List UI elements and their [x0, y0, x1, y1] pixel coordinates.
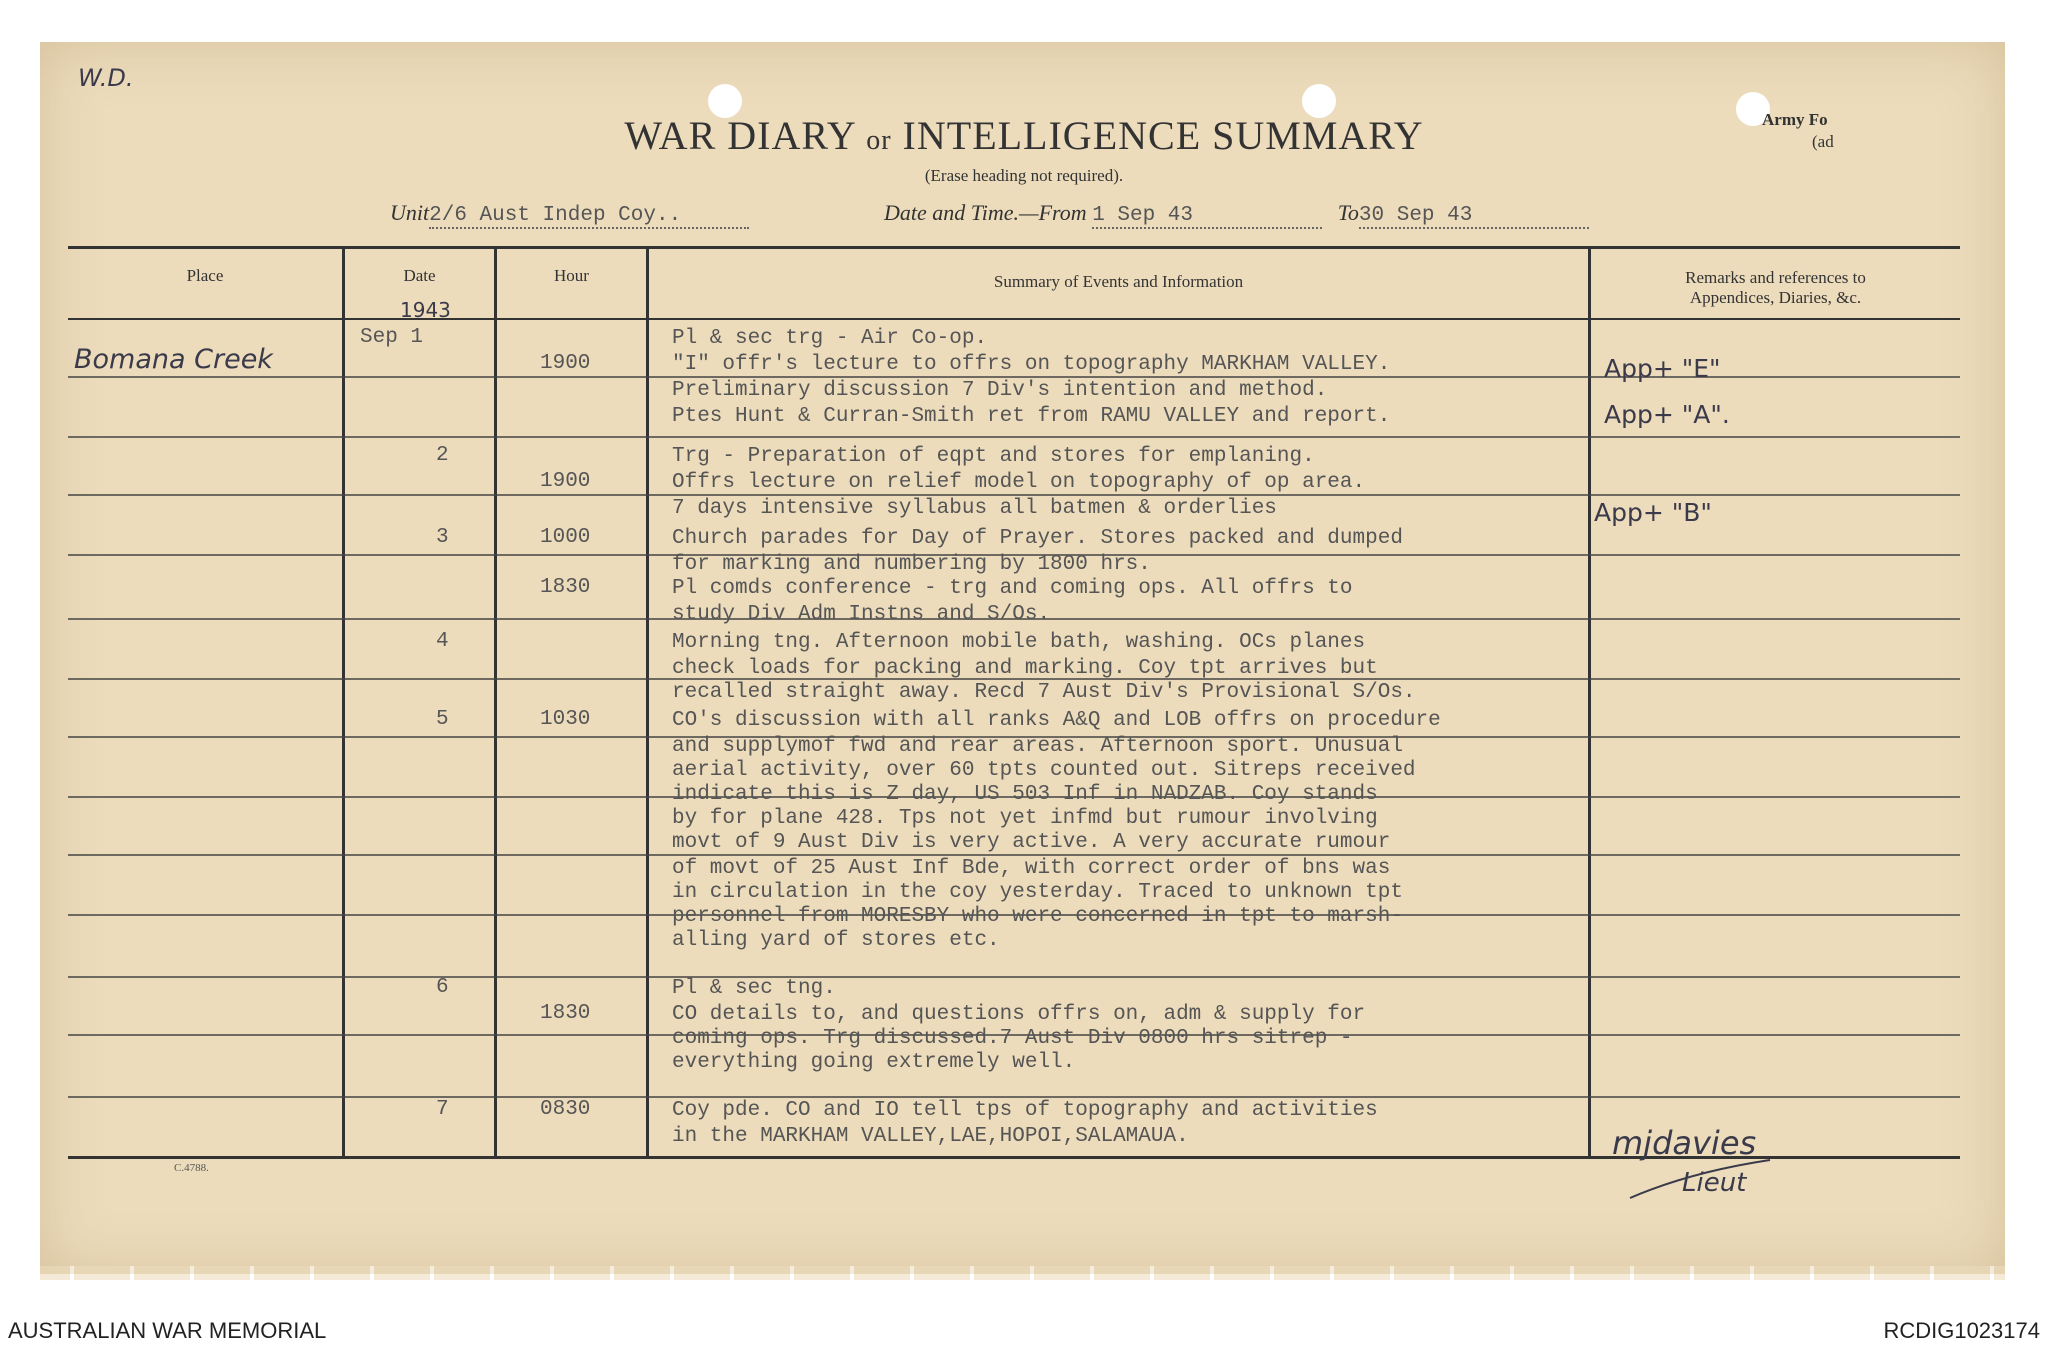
entry-text: Offrs lecture on relief model on topography of op area. [672, 471, 1366, 494]
entry-text: study Div Adm Instns and S/Os. [672, 603, 1051, 626]
title-part2: INTELLIGENCE SUMMARY [902, 113, 1424, 158]
column-divider [342, 246, 345, 1156]
ruled-line [68, 436, 1960, 438]
entry-hour: 1830 [540, 576, 591, 599]
entry-text: alling yard of stores etc. [672, 929, 1000, 952]
entry-text: "I" offr's lecture to offrs on topography MARKHAM VALLEY. [672, 353, 1391, 376]
entry-hour: 1030 [540, 708, 591, 731]
year-label: 1943 [400, 298, 451, 322]
entry-text: Pl & sec tng. [672, 977, 836, 1000]
table-top-rule [68, 246, 1960, 249]
col-header-hour: Hour [554, 266, 589, 285]
entry-date: 5 [436, 708, 449, 731]
entry-text: indicate this is Z day, US 503 Inf in NADZAB. Coy stands [672, 783, 1378, 806]
date-from: 1 Sep 43 [1092, 204, 1322, 229]
date-to: 30 Sep 43 [1359, 204, 1589, 229]
entry-date: 2 [436, 444, 449, 467]
date-label: Date and Time.—From [884, 200, 1087, 225]
col-header-place: Place [186, 266, 224, 285]
entry-text: Pl comds conference - trg and coming ops. All offrs to [672, 577, 1353, 600]
entry-date: 4 [436, 630, 449, 653]
column-divider [646, 246, 649, 1156]
entry-date: 7 [436, 1098, 449, 1121]
entry-text: by for plane 428. Tps not yet infmd but rumour involving [672, 807, 1378, 830]
remarks-header-line1: Remarks and references to [1685, 268, 1866, 287]
signature-stroke [1620, 1150, 1780, 1210]
form-code: C.4788. [174, 1162, 209, 1174]
entry-hour: 1900 [540, 352, 591, 375]
entry-text: movt of 9 Aust Div is very active. A very accurate rumour [672, 831, 1391, 854]
footer-left: AUSTRALIAN WAR MEMORIAL [8, 1318, 327, 1343]
entry-date: 3 [436, 526, 449, 549]
entry-hour: 1900 [540, 470, 591, 493]
footer-right: RCDIG1023174 [1883, 1318, 2040, 1343]
signature: mjdavies [1612, 1124, 1757, 1162]
entry-text: and supplymof fwd and rear areas. Afternoon sport. Unusual [672, 735, 1403, 758]
remark-appendix-a: App+ "A". [1604, 400, 1730, 429]
entry-text: in the MARKHAM VALLEY,LAE,HOPOI,SALAMAUA. [672, 1125, 1189, 1148]
entry-text: in circulation in the coy yesterday. Traced to unknown tpt [672, 881, 1403, 904]
page-title [0, 112, 2048, 159]
remarks-header-line2: Appendices, Diaries, &c. [1689, 288, 1862, 307]
entry-text: Ptes Hunt & Curran-Smith ret from RAMU VALLEY and report. [672, 405, 1391, 428]
col-header-remarks [1591, 268, 1960, 308]
entry-text: Preliminary discussion 7 Div's intention and method. [672, 379, 1328, 402]
entry-text: Morning tng. Afternoon mobile bath, washing. OCs planes [672, 631, 1366, 654]
entry-text: personnel from MORESBY who were concerned in tpt to marsh- [672, 905, 1403, 928]
entry-text: coming ops. Trg discussed.7 Aust Div 0800 hrs sitrep - [672, 1027, 1353, 1050]
entry-text: 7 days intensive syllabus all batmen & orderlies [672, 497, 1277, 520]
entry-date: 6 [436, 976, 449, 999]
unit-label: Unit [390, 200, 430, 225]
unit-field [390, 200, 749, 229]
date-field [884, 200, 1589, 229]
signature-rank: Lieut [1682, 1168, 1747, 1198]
col-header-summary: Summary of Events and Information [993, 272, 1244, 291]
place-entry: Bomana Creek [74, 344, 273, 375]
entry-text: CO details to, and questions offrs on, adm & supply for [672, 1003, 1366, 1026]
corner-note: W.D. [78, 64, 134, 92]
entry-text: aerial activity, over 60 tpts counted out. Sitreps received [672, 759, 1416, 782]
entry-text: Pl & sec trg - Air Co-op. [672, 327, 988, 350]
entry-date: Sep 1 [360, 326, 424, 349]
remark-appendix-b: App+ "B" [1594, 498, 1712, 527]
entry-text: recalled straight away. Recd 7 Aust Div's Provisional S/Os. [672, 681, 1416, 704]
ruled-line [68, 976, 1960, 978]
entry-text: Coy pde. CO and IO tell tps of topography and activities [672, 1099, 1378, 1122]
army-form-sub: (ad [1812, 132, 1834, 151]
entry-hour: 0830 [540, 1098, 591, 1121]
entry-hour: 1000 [540, 526, 591, 549]
entry-text: Church parades for Day of Prayer. Stores packed and dumped [672, 527, 1403, 550]
entry-text: everything going extremely well. [672, 1051, 1076, 1074]
entry-text: CO's discussion with all ranks A&Q and LOB offrs on procedure [672, 709, 1441, 732]
army-form-label: Army Fo [1762, 110, 1828, 129]
entry-text: check loads for packing and marking. Coy tpt arrives but [672, 657, 1378, 680]
unit-value: 2/6 Aust Indep Coy.. [429, 204, 749, 229]
page-subtitle: (Erase heading not required). [924, 166, 1124, 185]
to-label: To [1337, 200, 1359, 225]
entry-hour: 1830 [540, 1002, 591, 1025]
entry-text: of movt of 25 Aust Inf Bde, with correct order of bns was [672, 857, 1391, 880]
entry-text: for marking and numbering by 1800 hrs. [672, 553, 1151, 576]
title-or: or [866, 125, 892, 156]
title-part1: WAR DIARY [624, 113, 856, 158]
entry-text: Trg - Preparation of eqpt and stores for emplaning. [672, 445, 1315, 468]
header-rule [68, 318, 1960, 320]
col-header-date: Date [403, 266, 436, 285]
column-divider [1588, 246, 1591, 1156]
column-divider [494, 246, 497, 1156]
remark-appendix-e: App+ "E" [1604, 354, 1721, 383]
